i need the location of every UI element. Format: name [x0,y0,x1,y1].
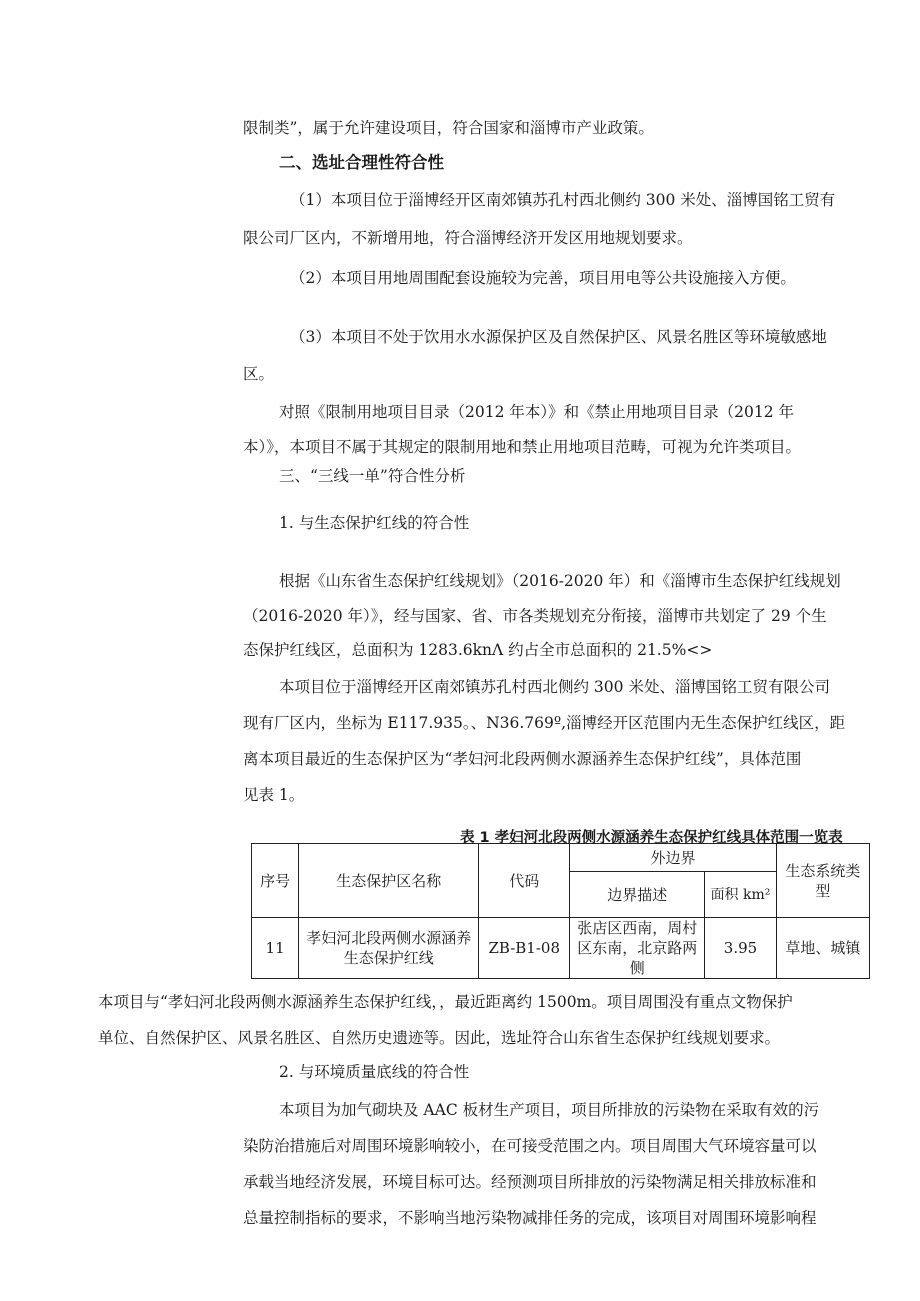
paragraph-line: （1）本项目位于淄博经开区南郊镇苏孔村西北侧约 300 米处、淄博国铭工贸有 [290,191,836,209]
paragraph-line: （2）本项目用地周围配套设施较为完善，项目用电等公共设施接入方便。 [290,269,796,287]
paragraph-line: 本项目位于淄博经开区南郊镇苏孔村西北侧约 300 米处、淄博国铭工贸有限公司 [279,678,830,696]
header-name: 生态保护区名称 [299,844,479,918]
cell-code: ZB-B1-08 [479,918,570,979]
cell-name: 孝妇河北段两侧水源涵养生态保护红线 [299,918,479,979]
paragraph-line: 本项目为加气砌块及 AAC 板材生产项目，项目所排放的污染物在采取有效的污 [279,1101,820,1119]
paragraph-line: 现有厂区内，坐标为 E117.935。、N36.769º,淄博经开区范围内无生态保护红线区，距 [243,714,846,732]
header-code: 代码 [479,844,570,918]
header-area: 面积 km² [705,872,776,918]
paragraph-line: 态保护红线区，总面积为 1283.6knΛ 约占全市总面积的 21.5%<> [243,641,713,659]
cell-area: 3.95 [705,918,776,979]
paragraph-line: 区。 [243,365,275,383]
subsection-heading: 1. 与生态保护红线的符合性 [279,514,470,532]
paragraph-line: 离本项目最近的生态保护区为“孝妇河北段两侧水源涵养生态保护红线”，具体范围 [243,750,802,768]
paragraph-line: （2016-2020 年）》，经与国家、省、市各类规划充分衔接，淄博市共划定了 29 个生 [243,607,827,625]
paragraph-line: 对照《限制用地项目目录（2012 年本）》和《禁止用地项目目录（2012 年 [279,403,794,421]
subsection-heading: 2. 与环境质量底线的符合性 [279,1063,470,1081]
paragraph-line: 单位、自然保护区、风景名胜区、自然历史遗迹等。因此，选址符合山东省生态保护红线规划要求。 [98,1029,781,1047]
cell-desc: 张店区西南，周村区东南，北京路两侧 [570,918,705,979]
paragraph-line: 本）》，本项目不属于其规定的限制用地和禁止用地项目范畴，可视为允许类项目。 [243,438,802,456]
red-line-table [251,843,870,979]
cell-type: 草地、城镇 [776,918,869,979]
header-ecosystem-type: 生态系统类型 [776,844,869,918]
table-row [252,918,870,979]
table-caption: 表 1 孝妇河北段两侧水源涵养生态保护红线具体范围一览表 [460,830,843,846]
paragraph-line: 见表 1。 [243,786,305,804]
paragraph-line: 本项目与“孝妇河北段两侧水源涵养生态保护红线，，最近距离约 1500m。项目周围没有重点文物保护 [98,993,793,1011]
cell-no: 11 [252,918,299,979]
paragraph-line: 限制类”，属于允许建设项目，符合国家和淄博市产业政策。 [243,119,654,137]
header-no: 序号 [252,844,299,918]
section-heading: 二、选址合理性符合性 [279,153,444,172]
paragraph-line: 染防治措施后对周围环境影响较小，在可接受范围之内。项目周围大气环境容量可以 [243,1137,817,1155]
paragraph-line: 限公司厂区内，不新增用地，符合淄博经济开发区用地规划要求。 [243,229,693,247]
paragraph-line: 根据《山东省生态保护红线规划》（2016-2020 年）和《淄博市生态保护红线规划 [279,572,841,590]
paragraph-line: （3）本项目不处于饮用水水源保护区及自然保护区、风景名胜区等环境敏感地 [290,328,827,346]
paragraph-line: 承载当地经济发展，环境目标可达。经预测项目所排放的污染物满足相关排放标准和 [243,1173,817,1191]
paragraph-line: 总量控制指标的要求，不影响当地污染物减排任务的完成，该项目对周围环境影响程 [243,1209,817,1227]
section-heading: 三、“三线一单”符合性分析 [279,467,466,485]
header-outer-boundary: 外边界 [570,844,776,872]
header-boundary-desc: 边界描述 [570,872,705,918]
